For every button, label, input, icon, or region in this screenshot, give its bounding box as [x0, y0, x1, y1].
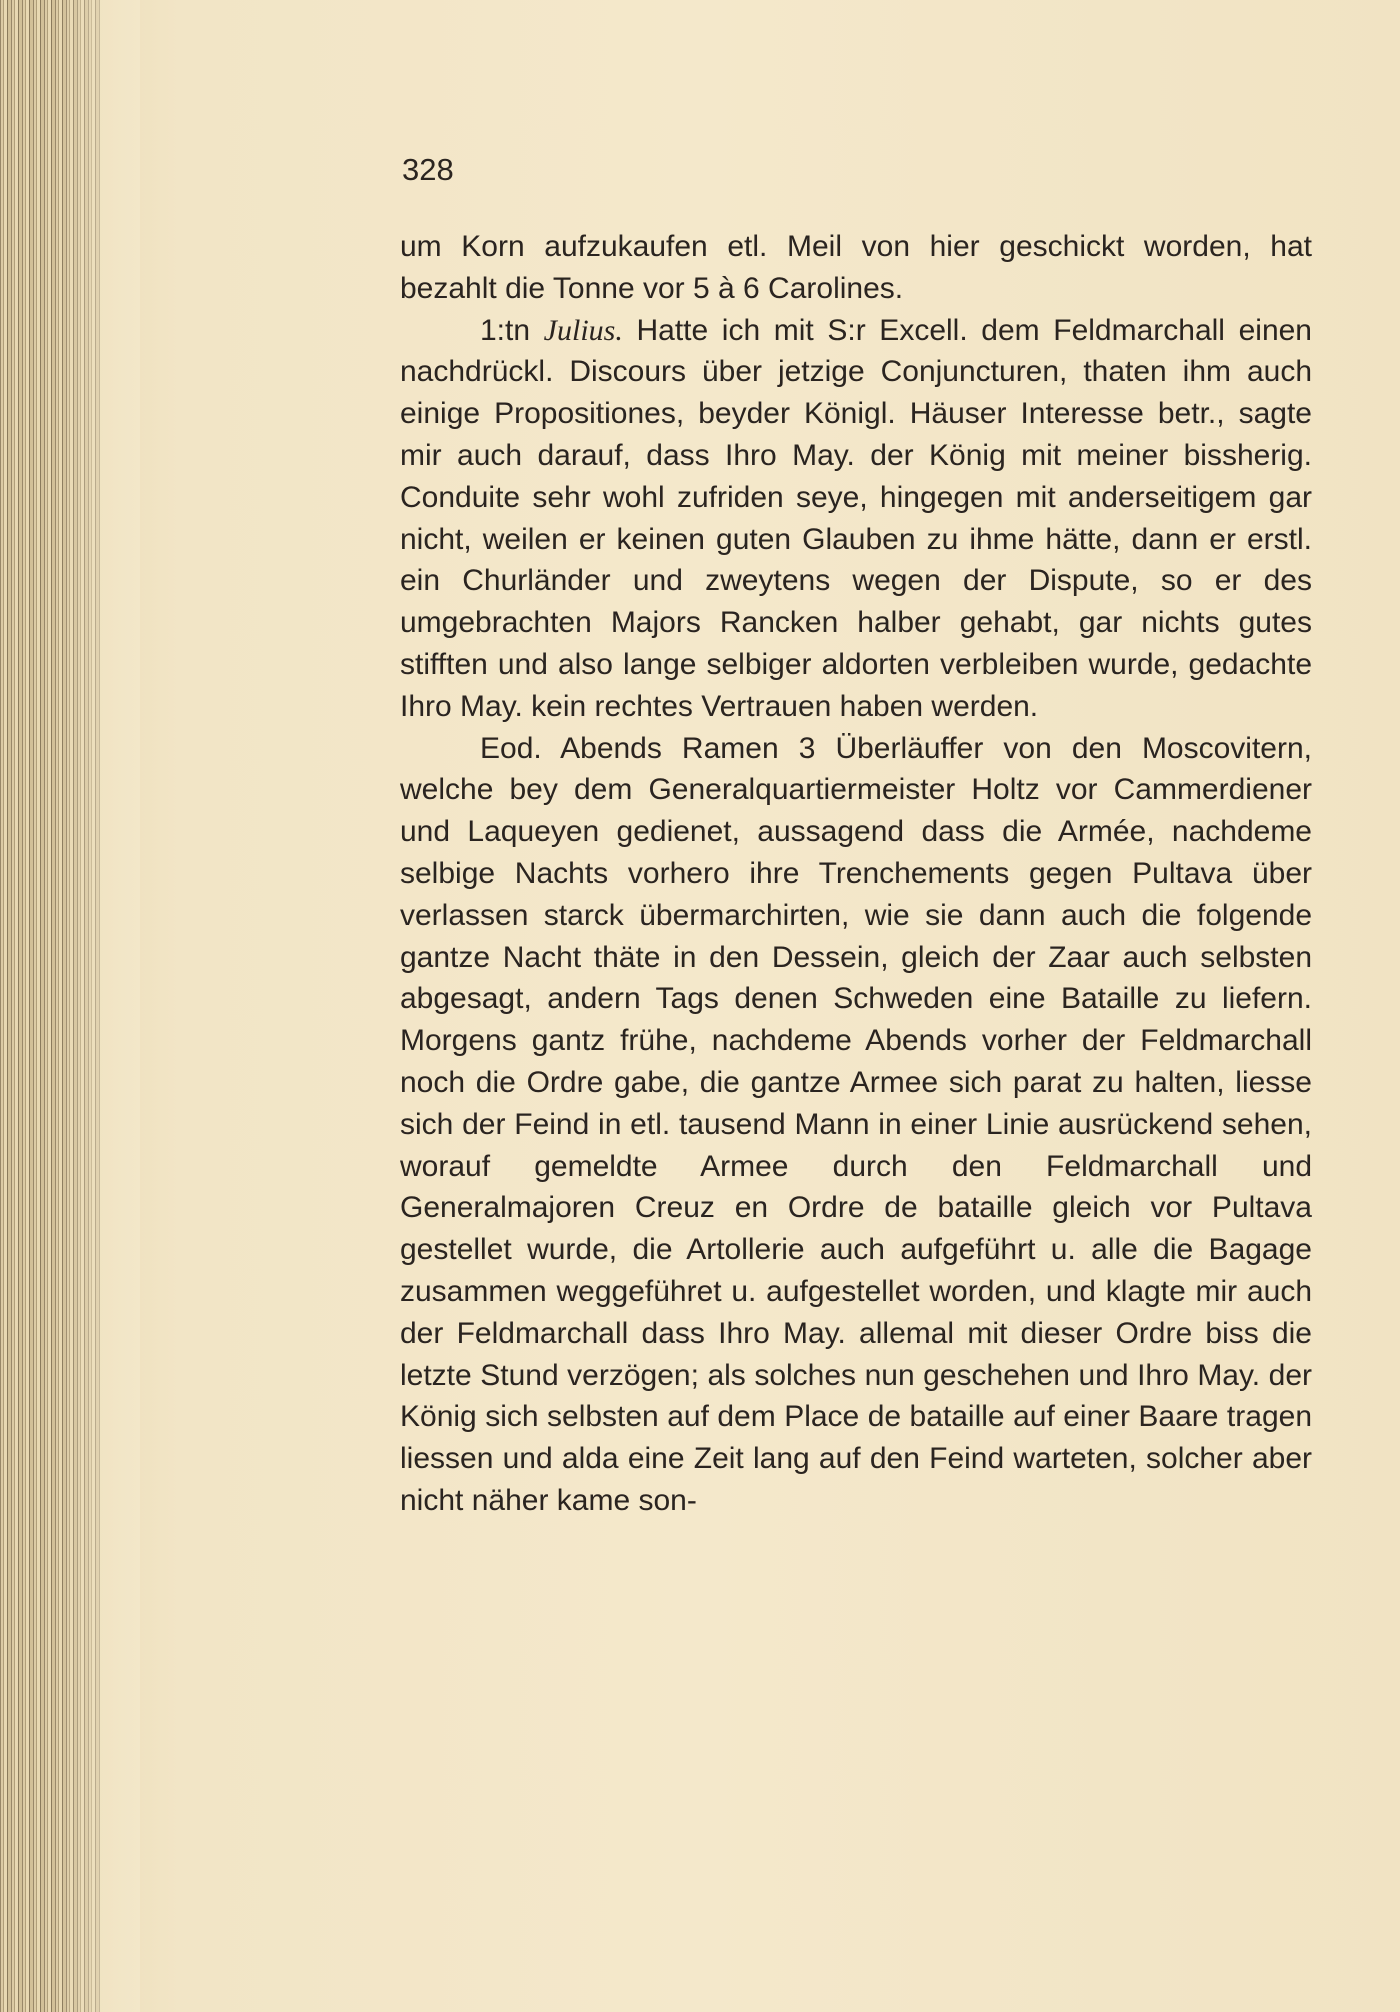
paragraph-2-text: Hatte ich mit S:r Excell. dem Feldmarchall einen nachdrückl. Discours über jetzige Conjuncturen, thaten ihm auch einige Propositiones, beyder Königl. Häuser Interesse betr., sagte mir auch darauf, dass Ihro May. der König mit meiner bissherig. Conduite sehr wohl zufriden seye, hingegen mit anderseitigem gar nicht, weilen er keinen guten Glauben zu ihme hätte, dann er erstl. ein Churländer und zweytens wegen der Dispute, so er des umgebrachten Majors Rancken halber gehabt, gar nichts gutes stifften und also lange selbiger aldorten verbleiben wurde, gedachte Ihro May. kein rechtes Vertrauen haben werden.	[400, 313, 1312, 723]
paragraph-3: Eod. Abends Ramen 3 Überläuffer von den Moscovitern, welche bey dem Generalquartiermeister Holtz vor Cammerdiener und Laqueyen gedienet, aussagend dass die Armée, nachdeme selbige Nachts vorhero ihre Trenchements gegen Pultava über verlassen starck übermarchirten, wie sie dann auch die folgende gantze Nacht thäte in den Dessein, gleich der Zaar auch selbsten abgesagt, andern Tags denen Schweden eine Bataille zu liefern. Morgens gantz frühe, nachdeme Abends vorher der Feldmarchall noch die Ordre gabe, die gantze Armee sich parat zu halten, liesse sich der Feind in etl. tausend Mann in einer Linie ausrückend sehen, worauf gemeldte Armee durch den Feldmarchall und Generalmajoren Creuz en Ordre de bataille gleich vor Pultava gestellet wurde, die Artollerie auch aufgeführt u. alle die Bagage zusammen weggeführet u. aufgestellet worden, und klagte mir auch der Feldmarchall dass Ihro May. allemal mit dieser Ordre biss die letzte Stund verzögen; als solches nun geschehen und Ihro May. der König sich selbsten auf dem Place de bataille auf einer Baare tragen liessen und alda eine Zeit lang auf den Feind warteten, solcher aber nicht näher kame son-	[400, 731, 1312, 1517]
paragraph-2	[400, 310, 1312, 728]
date-prefix: 1:tn	[480, 313, 531, 347]
date-label: Julius.	[543, 313, 623, 347]
body-text	[400, 226, 1312, 1522]
page-edge-fade	[60, 0, 140, 2012]
paragraph-1: um Korn aufzukaufen etl. Meil von hier geschickt worden, hat bezahlt die Tonne vor 5 à 6 Carolines.	[400, 230, 1312, 305]
page-number: 328	[402, 152, 454, 187]
